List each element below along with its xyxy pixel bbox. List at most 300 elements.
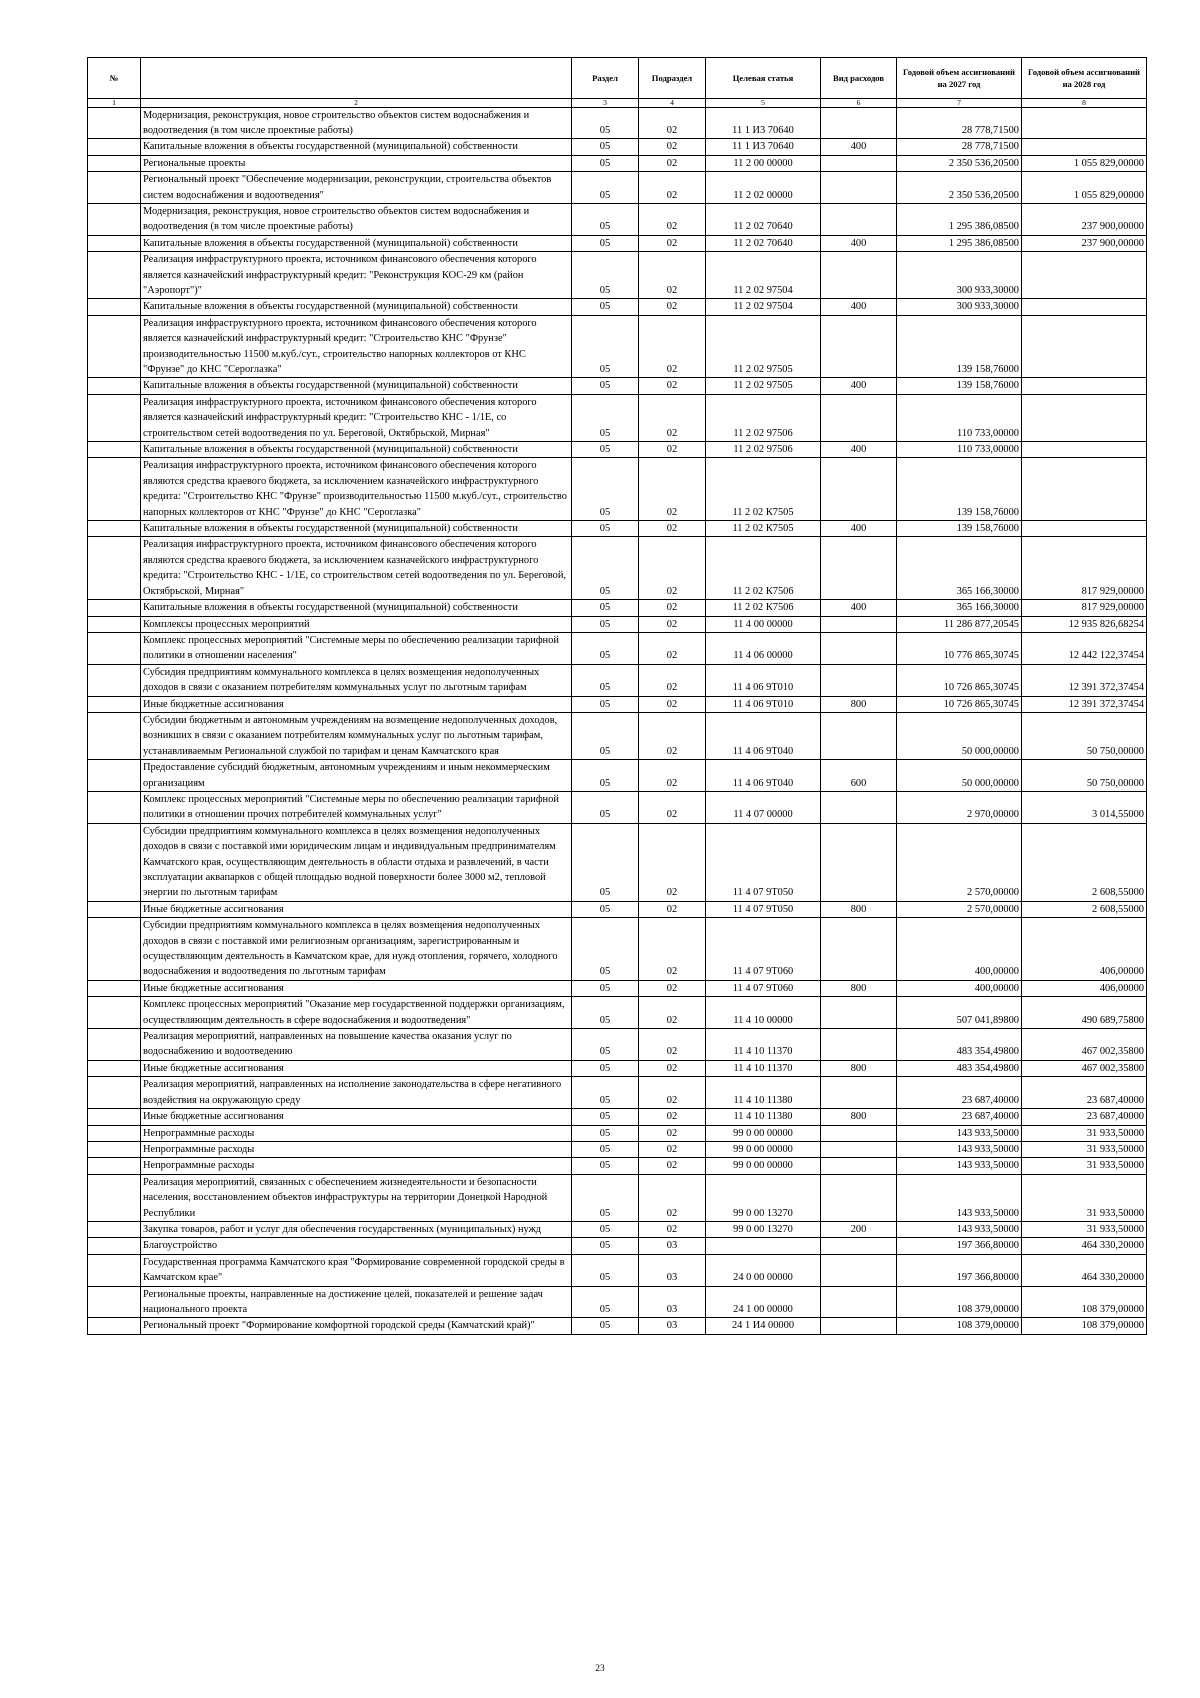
cell-name: Реализация инфраструктурного проекта, источником финансового обеспечения которого является казначейский инфраструктурный кредит: "Реконструкция КОС-29 км (район "Аэропорт")" <box>141 252 572 299</box>
cell-name: Капитальные вложения в объекты государственной (муниципальной) собственности <box>141 521 572 537</box>
cell-amount-2028: 1 055 829,00000 <box>1022 172 1147 204</box>
cell-razdel: 05 <box>572 632 639 664</box>
table-row <box>88 664 1147 696</box>
cell-expense-type <box>821 394 897 441</box>
cell-razdel: 05 <box>572 1318 639 1334</box>
cell-target-article: 99 0 00 00000 <box>706 1125 821 1141</box>
cell-podrazdel: 03 <box>639 1254 706 1286</box>
cell-target-article: 11 4 07 9Т050 <box>706 823 821 901</box>
cell-expense-type <box>821 458 897 521</box>
cell-podrazdel: 02 <box>639 791 706 823</box>
cell-expense-type <box>821 155 897 171</box>
column-index: 1 <box>88 99 141 108</box>
cell-expense-type: 400 <box>821 600 897 616</box>
cell-number <box>88 394 141 441</box>
cell-amount-2028: 31 933,50000 <box>1022 1125 1147 1141</box>
cell-podrazdel: 02 <box>639 616 706 632</box>
cell-number <box>88 203 141 235</box>
cell-expense-type <box>821 1254 897 1286</box>
cell-podrazdel: 02 <box>639 1174 706 1221</box>
cell-podrazdel: 02 <box>639 760 706 792</box>
cell-amount-2028: 406,00000 <box>1022 980 1147 996</box>
column-index: 5 <box>706 99 821 108</box>
cell-expense-type <box>821 1077 897 1109</box>
cell-expense-type: 800 <box>821 901 897 917</box>
cell-expense-type <box>821 1141 897 1157</box>
cell-razdel: 05 <box>572 760 639 792</box>
cell-amount-2027: 143 933,50000 <box>897 1125 1022 1141</box>
cell-amount-2027: 1 295 386,08500 <box>897 235 1022 251</box>
cell-podrazdel: 02 <box>639 1109 706 1125</box>
cell-amount-2028: 23 687,40000 <box>1022 1109 1147 1125</box>
cell-podrazdel: 02 <box>639 155 706 171</box>
cell-amount-2028: 12 442 122,37454 <box>1022 632 1147 664</box>
cell-target-article: 11 4 10 00000 <box>706 997 821 1029</box>
cell-name: Модернизация, реконструкция, новое строительство объектов систем водоснабжения и водоотведения (в том числе проектные работы) <box>141 107 572 139</box>
cell-podrazdel: 02 <box>639 537 706 600</box>
cell-amount-2027: 110 733,00000 <box>897 394 1022 441</box>
cell-podrazdel: 02 <box>639 1141 706 1157</box>
cell-expense-type: 800 <box>821 980 897 996</box>
cell-amount-2028: 2 608,55000 <box>1022 901 1147 917</box>
cell-expense-type <box>821 1318 897 1334</box>
cell-amount-2027: 143 933,50000 <box>897 1174 1022 1221</box>
cell-amount-2027: 10 776 865,30745 <box>897 632 1022 664</box>
cell-name: Реализация мероприятий, направленных на повышение качества оказания услуг по водоснабжению и водоотведению <box>141 1029 572 1061</box>
cell-expense-type: 800 <box>821 1109 897 1125</box>
cell-number <box>88 918 141 981</box>
cell-number <box>88 1060 141 1076</box>
cell-amount-2028 <box>1022 442 1147 458</box>
cell-expense-type <box>821 203 897 235</box>
cell-amount-2027: 2 570,00000 <box>897 823 1022 901</box>
cell-number <box>88 139 141 155</box>
cell-amount-2028: 31 933,50000 <box>1022 1158 1147 1174</box>
table-row <box>88 1125 1147 1141</box>
cell-name: Региональные проекты <box>141 155 572 171</box>
cell-number <box>88 616 141 632</box>
cell-amount-2027: 143 933,50000 <box>897 1221 1022 1237</box>
cell-razdel: 05 <box>572 791 639 823</box>
cell-amount-2027: 139 158,76000 <box>897 458 1022 521</box>
cell-razdel: 05 <box>572 394 639 441</box>
table-body <box>88 107 1147 1334</box>
cell-name: Капитальные вложения в объекты государственной (муниципальной) собственности <box>141 378 572 394</box>
cell-amount-2027: 483 354,49800 <box>897 1029 1022 1061</box>
table-row <box>88 823 1147 901</box>
cell-amount-2027: 2 570,00000 <box>897 901 1022 917</box>
cell-expense-type <box>821 1125 897 1141</box>
cell-razdel: 05 <box>572 107 639 139</box>
cell-podrazdel: 02 <box>639 1077 706 1109</box>
cell-name: Реализация инфраструктурного проекта, источником финансового обеспечения которого являются средства краевого бюджета, за исключением казначейского инфраструктурного кредита: "Строительство КНС "Фрунзе" производительностью 11500 м.куб./сут., строительство напорных коллекторов от КНС "Фрунзе" до КНС "Сероглазка" <box>141 458 572 521</box>
cell-podrazdel: 02 <box>639 600 706 616</box>
cell-podrazdel: 02 <box>639 1125 706 1141</box>
cell-amount-2028: 817 929,00000 <box>1022 537 1147 600</box>
cell-number <box>88 107 141 139</box>
table-row <box>88 521 1147 537</box>
cell-expense-type <box>821 664 897 696</box>
cell-amount-2027: 110 733,00000 <box>897 442 1022 458</box>
cell-podrazdel: 02 <box>639 252 706 299</box>
table-row <box>88 155 1147 171</box>
cell-expense-type <box>821 997 897 1029</box>
cell-number <box>88 696 141 712</box>
cell-target-article: 99 0 00 13270 <box>706 1221 821 1237</box>
cell-name: Комплексы процессных мероприятий <box>141 616 572 632</box>
cell-podrazdel: 02 <box>639 139 706 155</box>
table-row <box>88 980 1147 996</box>
cell-target-article: 11 2 02 70640 <box>706 203 821 235</box>
cell-amount-2028 <box>1022 458 1147 521</box>
cell-razdel: 05 <box>572 1077 639 1109</box>
header-amount-2028: Годовой объем ассигнований на 2028 год <box>1022 58 1147 99</box>
cell-target-article <box>706 1238 821 1254</box>
cell-razdel: 05 <box>572 442 639 458</box>
cell-podrazdel: 02 <box>639 378 706 394</box>
cell-target-article: 11 4 10 11380 <box>706 1077 821 1109</box>
cell-razdel: 05 <box>572 203 639 235</box>
cell-podrazdel: 02 <box>639 521 706 537</box>
cell-target-article: 11 2 02 97504 <box>706 299 821 315</box>
cell-podrazdel: 02 <box>639 1060 706 1076</box>
cell-podrazdel: 02 <box>639 632 706 664</box>
cell-target-article: 11 2 02 К7505 <box>706 521 821 537</box>
cell-name: Иные бюджетные ассигнования <box>141 901 572 917</box>
cell-name: Капитальные вложения в объекты государственной (муниципальной) собственности <box>141 600 572 616</box>
cell-target-article: 11 1 И3 70640 <box>706 139 821 155</box>
table-row <box>88 1060 1147 1076</box>
cell-amount-2027: 28 778,71500 <box>897 139 1022 155</box>
cell-razdel: 05 <box>572 458 639 521</box>
cell-expense-type <box>821 537 897 600</box>
cell-podrazdel: 02 <box>639 442 706 458</box>
header-podrazdel: Подраздел <box>639 58 706 99</box>
cell-amount-2027: 50 000,00000 <box>897 712 1022 759</box>
cell-amount-2028: 467 002,35800 <box>1022 1060 1147 1076</box>
cell-number <box>88 980 141 996</box>
cell-expense-type <box>821 791 897 823</box>
cell-razdel: 05 <box>572 252 639 299</box>
cell-razdel: 05 <box>572 537 639 600</box>
cell-razdel: 05 <box>572 1174 639 1221</box>
cell-expense-type <box>821 712 897 759</box>
cell-number <box>88 1318 141 1334</box>
cell-amount-2027: 143 933,50000 <box>897 1141 1022 1157</box>
cell-amount-2028: 31 933,50000 <box>1022 1221 1147 1237</box>
cell-number <box>88 521 141 537</box>
cell-number <box>88 235 141 251</box>
cell-name: Капитальные вложения в объекты государственной (муниципальной) собственности <box>141 139 572 155</box>
table-row <box>88 235 1147 251</box>
cell-amount-2027: 10 726 865,30745 <box>897 664 1022 696</box>
cell-name: Реализация инфраструктурного проекта, источником финансового обеспечения которого является казначейский инфраструктурный кредит: "Строительство КНС - 1/1Е, со строительством сетей водоотведения по ул. Береговой, Октябрьской, Мирная" <box>141 394 572 441</box>
cell-expense-type: 400 <box>821 139 897 155</box>
cell-target-article: 11 2 02 97506 <box>706 394 821 441</box>
cell-target-article: 99 0 00 13270 <box>706 1174 821 1221</box>
cell-target-article: 24 0 00 00000 <box>706 1254 821 1286</box>
cell-amount-2027: 10 726 865,30745 <box>897 696 1022 712</box>
table-header <box>88 58 1147 108</box>
table-row <box>88 252 1147 299</box>
cell-name: Субсидия предприятиям коммунального комплекса в целях возмещения недополученных доходов в связи с оказанием потребителям коммунальных услуг по льготным тарифам <box>141 664 572 696</box>
table-row <box>88 378 1147 394</box>
cell-razdel: 05 <box>572 235 639 251</box>
cell-amount-2028: 31 933,50000 <box>1022 1141 1147 1157</box>
cell-target-article: 11 2 02 97504 <box>706 252 821 299</box>
cell-razdel: 05 <box>572 1158 639 1174</box>
cell-expense-type <box>821 1029 897 1061</box>
cell-amount-2027: 300 933,30000 <box>897 252 1022 299</box>
table-row <box>88 600 1147 616</box>
cell-number <box>88 1286 141 1318</box>
cell-razdel: 05 <box>572 1109 639 1125</box>
cell-target-article: 11 2 00 00000 <box>706 155 821 171</box>
cell-name: Непрограммные расходы <box>141 1125 572 1141</box>
cell-razdel: 05 <box>572 1141 639 1157</box>
cell-podrazdel: 02 <box>639 203 706 235</box>
cell-amount-2027: 483 354,49800 <box>897 1060 1022 1076</box>
cell-amount-2028: 464 330,20000 <box>1022 1238 1147 1254</box>
cell-amount-2027: 300 933,30000 <box>897 299 1022 315</box>
cell-amount-2028: 12 935 826,68254 <box>1022 616 1147 632</box>
cell-razdel: 05 <box>572 1221 639 1237</box>
table-row <box>88 1318 1147 1334</box>
cell-target-article: 11 4 07 9Т060 <box>706 980 821 996</box>
cell-amount-2028 <box>1022 299 1147 315</box>
header-name <box>141 58 572 99</box>
cell-number <box>88 760 141 792</box>
cell-number <box>88 1077 141 1109</box>
table-row <box>88 712 1147 759</box>
cell-number <box>88 458 141 521</box>
cell-target-article: 11 4 10 11380 <box>706 1109 821 1125</box>
cell-name: Реализация мероприятий, направленных на исполнение законодательства в сфере негативного воздействия на окружающую среду <box>141 1077 572 1109</box>
cell-number <box>88 712 141 759</box>
column-index: 2 <box>141 99 572 108</box>
cell-number <box>88 299 141 315</box>
page-number: 23 <box>595 1664 605 1674</box>
cell-amount-2028 <box>1022 378 1147 394</box>
cell-name: Комплекс процессных мероприятий "Системные меры по обеспечению реализации тарифной политики в отношении прочих потребителей коммунальных услуг" <box>141 791 572 823</box>
cell-number <box>88 997 141 1029</box>
cell-number <box>88 155 141 171</box>
table-row <box>88 1238 1147 1254</box>
cell-expense-type <box>821 616 897 632</box>
table-row <box>88 616 1147 632</box>
column-index: 7 <box>897 99 1022 108</box>
cell-expense-type <box>821 632 897 664</box>
cell-amount-2027: 139 158,76000 <box>897 315 1022 378</box>
cell-name: Комплекс процессных мероприятий "Системные меры по обеспечению реализации тарифной политики в отношении населения" <box>141 632 572 664</box>
cell-number <box>88 1141 141 1157</box>
cell-expense-type <box>821 1158 897 1174</box>
cell-expense-type: 600 <box>821 760 897 792</box>
cell-razdel: 05 <box>572 1029 639 1061</box>
column-index: 6 <box>821 99 897 108</box>
cell-target-article: 24 1 00 00000 <box>706 1286 821 1318</box>
cell-podrazdel: 02 <box>639 458 706 521</box>
cell-target-article: 11 4 07 00000 <box>706 791 821 823</box>
cell-amount-2028: 2 608,55000 <box>1022 823 1147 901</box>
cell-target-article: 11 2 02 70640 <box>706 235 821 251</box>
cell-expense-type: 800 <box>821 1060 897 1076</box>
cell-razdel: 05 <box>572 918 639 981</box>
cell-expense-type <box>821 1238 897 1254</box>
table-row <box>88 1221 1147 1237</box>
cell-target-article: 11 2 02 К7506 <box>706 537 821 600</box>
cell-amount-2028: 108 379,00000 <box>1022 1286 1147 1318</box>
cell-razdel: 05 <box>572 378 639 394</box>
cell-amount-2027: 507 041,89800 <box>897 997 1022 1029</box>
cell-expense-type: 400 <box>821 378 897 394</box>
header-target-article: Целевая статья <box>706 58 821 99</box>
table-row <box>88 394 1147 441</box>
cell-amount-2027: 11 286 877,20545 <box>897 616 1022 632</box>
cell-amount-2028: 50 750,00000 <box>1022 760 1147 792</box>
column-index: 3 <box>572 99 639 108</box>
table-row <box>88 632 1147 664</box>
cell-number <box>88 172 141 204</box>
cell-expense-type: 400 <box>821 442 897 458</box>
cell-podrazdel: 02 <box>639 172 706 204</box>
cell-name: Непрограммные расходы <box>141 1158 572 1174</box>
cell-name: Модернизация, реконструкция, новое строительство объектов систем водоснабжения и водоотведения (в том числе проектные работы) <box>141 203 572 235</box>
cell-amount-2027: 2 970,00000 <box>897 791 1022 823</box>
cell-expense-type <box>821 918 897 981</box>
cell-expense-type <box>821 252 897 299</box>
table-row <box>88 1109 1147 1125</box>
cell-amount-2028: 31 933,50000 <box>1022 1174 1147 1221</box>
cell-number <box>88 537 141 600</box>
header-amount-2027: Годовой объем ассигнований на 2027 год <box>897 58 1022 99</box>
cell-amount-2027: 23 687,40000 <box>897 1109 1022 1125</box>
cell-number <box>88 600 141 616</box>
table-row <box>88 997 1147 1029</box>
cell-podrazdel: 02 <box>639 696 706 712</box>
cell-podrazdel: 02 <box>639 997 706 1029</box>
cell-target-article: 11 4 06 9Т040 <box>706 760 821 792</box>
cell-amount-2027: 400,00000 <box>897 918 1022 981</box>
cell-amount-2028: 12 391 372,37454 <box>1022 696 1147 712</box>
cell-number <box>88 664 141 696</box>
cell-razdel: 05 <box>572 1238 639 1254</box>
cell-target-article: 11 2 02 97506 <box>706 442 821 458</box>
table-row <box>88 1174 1147 1221</box>
cell-amount-2027: 197 366,80000 <box>897 1254 1022 1286</box>
cell-amount-2027: 365 166,30000 <box>897 537 1022 600</box>
cell-target-article: 99 0 00 00000 <box>706 1158 821 1174</box>
cell-target-article: 11 4 07 9Т050 <box>706 901 821 917</box>
cell-amount-2027: 197 366,80000 <box>897 1238 1022 1254</box>
table-row <box>88 1077 1147 1109</box>
cell-razdel: 05 <box>572 980 639 996</box>
column-index: 4 <box>639 99 706 108</box>
cell-name: Комплекс процессных мероприятий "Оказание мер государственной поддержки организациям, осуществляющим деятельность в сфере водоснабжения и водоотведения" <box>141 997 572 1029</box>
cell-target-article: 11 4 00 00000 <box>706 616 821 632</box>
cell-podrazdel: 02 <box>639 664 706 696</box>
cell-target-article: 11 4 10 11370 <box>706 1029 821 1061</box>
cell-number <box>88 442 141 458</box>
table-row <box>88 172 1147 204</box>
cell-amount-2028 <box>1022 521 1147 537</box>
cell-amount-2027: 108 379,00000 <box>897 1286 1022 1318</box>
cell-name: Региональный проект "Обеспечение модернизации, реконструкции, строительства объектов систем водоснабжения и водоотведения" <box>141 172 572 204</box>
cell-name: Иные бюджетные ассигнования <box>141 1109 572 1125</box>
cell-podrazdel: 02 <box>639 712 706 759</box>
table-row <box>88 537 1147 600</box>
cell-number <box>88 1174 141 1221</box>
cell-amount-2028: 3 014,55000 <box>1022 791 1147 823</box>
table-row <box>88 696 1147 712</box>
cell-amount-2028 <box>1022 107 1147 139</box>
cell-expense-type: 400 <box>821 299 897 315</box>
cell-name: Капитальные вложения в объекты государственной (муниципальной) собственности <box>141 442 572 458</box>
cell-amount-2028: 490 689,75800 <box>1022 997 1147 1029</box>
cell-podrazdel: 03 <box>639 1286 706 1318</box>
table-row <box>88 458 1147 521</box>
cell-amount-2028 <box>1022 315 1147 378</box>
cell-expense-type: 400 <box>821 521 897 537</box>
cell-amount-2028: 12 391 372,37454 <box>1022 664 1147 696</box>
cell-podrazdel: 03 <box>639 1318 706 1334</box>
cell-target-article: 11 1 И3 70640 <box>706 107 821 139</box>
cell-name: Иные бюджетные ассигнования <box>141 980 572 996</box>
cell-amount-2027: 2 350 536,20500 <box>897 155 1022 171</box>
table-row <box>88 1254 1147 1286</box>
cell-podrazdel: 02 <box>639 394 706 441</box>
cell-number <box>88 632 141 664</box>
table-row <box>88 107 1147 139</box>
cell-amount-2028: 467 002,35800 <box>1022 1029 1147 1061</box>
cell-razdel: 05 <box>572 600 639 616</box>
header-expense-type: Вид расходов <box>821 58 897 99</box>
table-row <box>88 315 1147 378</box>
cell-target-article: 11 4 06 9Т010 <box>706 696 821 712</box>
cell-name: Предоставление субсидий бюджетным, автономным учреждениям и иным некоммерческим организациям <box>141 760 572 792</box>
cell-amount-2027: 2 350 536,20500 <box>897 172 1022 204</box>
cell-name: Благоустройство <box>141 1238 572 1254</box>
cell-razdel: 05 <box>572 155 639 171</box>
cell-amount-2028 <box>1022 252 1147 299</box>
cell-target-article: 11 2 02 97505 <box>706 315 821 378</box>
table-row <box>88 791 1147 823</box>
cell-target-article: 11 2 02 К7506 <box>706 600 821 616</box>
cell-name: Иные бюджетные ассигнования <box>141 696 572 712</box>
cell-name: Субсидии предприятиям коммунального комплекса в целях возмещения недополученных доходов в связи с поставкой ими юридическим лицам и индивидуальным предпринимателям Камчатского края, осуществляющим деятельность в области отдыха и развлечений, в части эксплуатации аквапарков с общей площадью водной поверхности более 3000 м2, тепловой энергии по льготным тарифам <box>141 823 572 901</box>
cell-podrazdel: 02 <box>639 1158 706 1174</box>
cell-name: Капитальные вложения в объекты государственной (муниципальной) собственности <box>141 299 572 315</box>
cell-expense-type: 200 <box>821 1221 897 1237</box>
cell-amount-2027: 400,00000 <box>897 980 1022 996</box>
cell-razdel: 05 <box>572 139 639 155</box>
cell-amount-2027: 1 295 386,08500 <box>897 203 1022 235</box>
cell-number <box>88 901 141 917</box>
cell-number <box>88 1238 141 1254</box>
cell-razdel: 05 <box>572 664 639 696</box>
cell-target-article: 99 0 00 00000 <box>706 1141 821 1157</box>
cell-amount-2028: 406,00000 <box>1022 918 1147 981</box>
cell-name: Закупка товаров, работ и услуг для обеспечения государственных (муниципальных) нужд <box>141 1221 572 1237</box>
table-row <box>88 901 1147 917</box>
budget-table <box>87 57 1147 1335</box>
cell-amount-2028 <box>1022 394 1147 441</box>
cell-number <box>88 823 141 901</box>
column-index-row <box>88 99 1147 108</box>
cell-name: Непрограммные расходы <box>141 1141 572 1157</box>
cell-podrazdel: 02 <box>639 1029 706 1061</box>
cell-target-article: 11 4 06 9Т040 <box>706 712 821 759</box>
